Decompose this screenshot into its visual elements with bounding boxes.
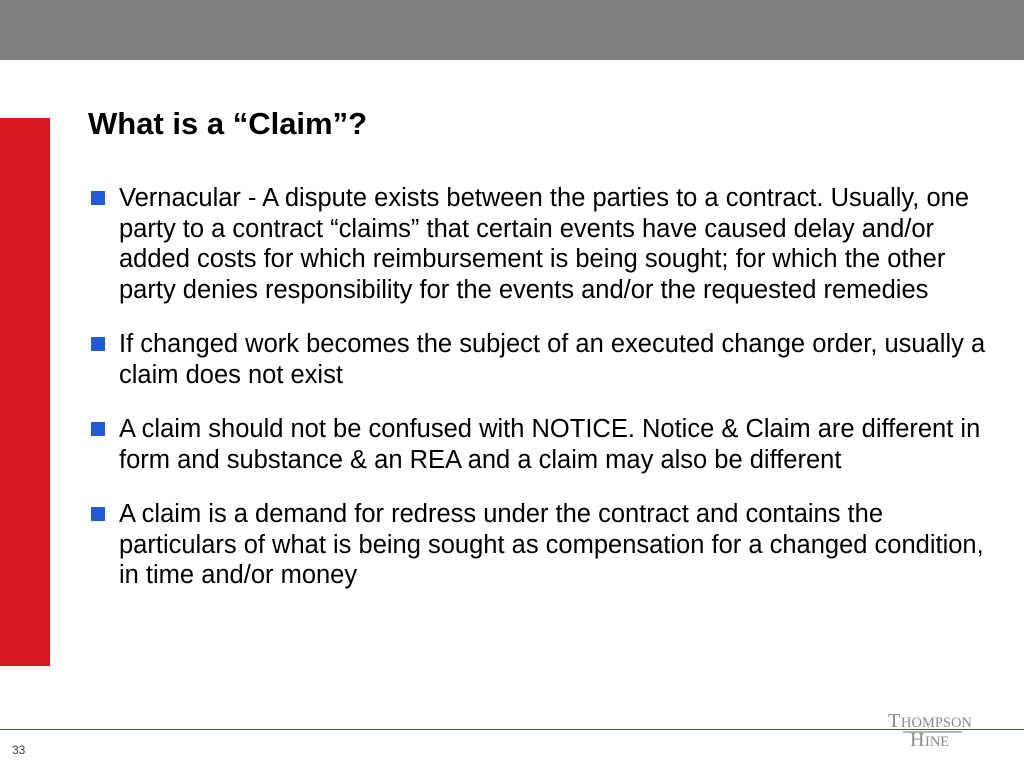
bullet-item [88, 329, 988, 390]
thompson-hine-logo [886, 707, 990, 749]
svg-text:T: T [888, 710, 901, 732]
svg-text:HOMPSON: HOMPSON [901, 715, 972, 731]
bullet-item [88, 183, 988, 305]
top-header-band [0, 0, 1024, 60]
svg-text:INE: INE [925, 734, 950, 749]
square-bullet-icon [91, 507, 105, 521]
bullet-item [88, 499, 988, 591]
footer-divider [0, 729, 1024, 730]
square-bullet-icon [91, 337, 105, 351]
page-number: 33 [12, 743, 26, 757]
square-bullet-icon [91, 191, 105, 205]
bullet-text: A claim is a demand for redress under the contract and contains the particulars of what is being sought as compensation for a changed condition, in time and/or money [119, 500, 984, 589]
svg-text:H: H [910, 729, 925, 749]
bullet-text: Vernacular - A dispute exists between the parties to a contract. Usually, one party to a contract “claims” that certain events have caused delay and/or added costs for which reimbursement is being sought; for which the other party denies responsibility for the events and/or the requested remedies [119, 184, 970, 304]
bullet-list [88, 183, 988, 615]
bullet-item [88, 414, 988, 475]
square-bullet-icon [91, 422, 105, 436]
left-accent-bar [0, 118, 50, 666]
bullet-text: A claim should not be confused with NOTICE. Notice & Claim are different in form and substance & an REA and a claim may also be different [119, 415, 981, 474]
slide-title: What is a “Claim”? [88, 106, 368, 141]
bullet-text: If changed work becomes the subject of an executed change order, usually a claim does not exist [119, 330, 986, 389]
